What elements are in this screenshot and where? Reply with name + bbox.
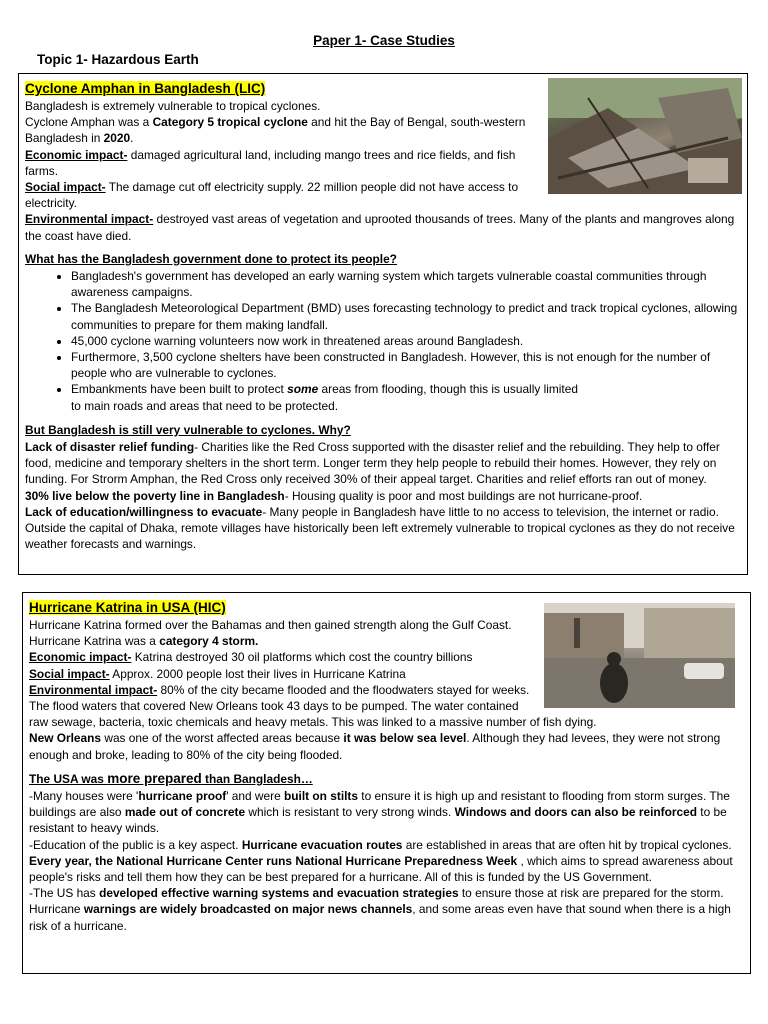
topic-heading: Topic 1- Hazardous Earth: [37, 52, 199, 67]
list-item: • The Bangladesh Meteorological Department (BMD) uses forecasting technology to predict and track tropical cyclones, allowing communities to prepare for them making landfall.: [71, 300, 741, 332]
amphan-government-question: What has the Bangladesh government done to protect its people?: [25, 251, 397, 266]
amphan-vulnerability-question: But Bangladesh is still very vulnerable to cyclones. Why?: [25, 422, 351, 437]
list-item: • Embankments have been built to protect some areas from flooding, though this is usually limited to main roads and areas that need to be protected.: [71, 381, 741, 413]
reason-poverty: 30% live below the poverty line in Bangladesh- Housing quality is poor and most buildings are not hurricane-proof.: [25, 488, 643, 503]
reason-education: Lack of education/willingness to evacuate- Many people in Bangladesh have little to no access to television, the internet or radio. Outside the capital of Dhaka, remote villages have historically been left extremely vulnerable to tropical cyclones as they do not receive weather forecasts and warnings.: [25, 504, 735, 552]
amphan-intro: Bangladesh is extremely vulnerable to tropical cyclones.: [25, 99, 321, 113]
amphan-environmental-impact: Environmental impact- destroyed vast areas of vegetation and uprooted thousands of trees. Many of the plants and mangroves along the coast have died.: [25, 212, 735, 243]
prep-housing: -Many houses were 'hurricane proof' and were built on stilts to ensure it is high up and resistant to flooding from storm surges. The buildings are also made out of concrete which is resistant to very strong winds. Windows and doors can also be reinforced to be resistant to heavy winds.: [29, 789, 730, 836]
reason-funding: Lack of disaster relief funding- Charities like the Red Cross supported with the disaster relief and the rebuilding. They help to offer food, medicine and temporary shelters in the short term. Longer term they help people to rebuild their homes. However, they rely on funding. For Strorm Amphan, the Red Cross only received 30% of their appeal target. Charities and relief efforts ran out of money.: [25, 440, 720, 487]
amphan-category-text: Cyclone Amphan was a Category 5 tropical cyclone and hit the Bay of Bengal, south-western Bangladesh in 2020.: [25, 115, 526, 146]
usa-prepared-heading: The USA was more prepared than Bangladesh…: [29, 770, 313, 786]
katrina-environmental-impact: Environmental impact- 80% of the city became flooded and the floodwaters stayed for weeks. The flood waters that covered New Orleans took 43 days to be pumped. The water contained raw sewage, bacteria, toxic chemicals and heavy metals. This was linked to a massive number of fish dying.: [29, 682, 597, 730]
amphan-heading: Cyclone Amphan in Bangladesh (LIC): [25, 81, 266, 96]
amphan-case-study-box: [18, 73, 748, 575]
list-item: • 45,000 cyclone warning volunteers now work in threatened areas around Bangladesh.: [71, 333, 741, 349]
katrina-case-study-box: [22, 592, 751, 974]
amphan-economic-impact: Economic impact- damaged agricultural land, including mango trees and rice fields, and fish farms.: [25, 147, 516, 178]
new-orleans-text: New Orleans was one of the worst affected areas because it was below sea level. Although they had levees, they were not strong enough and broke, leading to 80% of the city being flooded.: [29, 731, 721, 762]
amphan-social-impact: Social impact- The damage cut off electricity supply. 22 million people did not have access to electricity.: [25, 180, 519, 211]
katrina-economic-impact: Economic impact- Katrina destroyed 30 oil platforms which cost the country billions: [29, 650, 473, 665]
page-title: Paper 1- Case Studies: [313, 33, 455, 48]
government-measures-list: [25, 268, 741, 414]
list-item: • Bangladesh's government has developed an early warning system which targets vulnerable coastal communities through awareness campaigns.: [71, 268, 741, 300]
katrina-social-impact: Social impact- Approx. 2000 people lost their lives in Hurricane Katrina: [29, 666, 406, 681]
prep-warning-systems: -The US has developed effective warning systems and evacuation strategies to ensure those at risk are prepared for the storm. Hurricane warnings are widely broadcasted on major news channels, and some areas even have that sound when there is a high risk of a hurricane.: [29, 886, 731, 933]
prep-education: -Education of the public is a key aspect. Hurricane evacuation routes are established in areas that are often hit by tropical cyclones. Every year, the National Hurricane Center runs National Hurricane Preparedness Week , which aims to spread awareness about people's risks and tell them how they can be best prepared for a hurricane. All of this is funded by the US Government.: [29, 837, 733, 885]
katrina-heading: Hurricane Katrina in USA (HIC): [29, 600, 226, 615]
storm-damage-image: [548, 78, 742, 194]
katrina-intro: Hurricane Katrina formed over the Bahamas and then gained strength along the Gulf Coast. Hurricane Katrina was a category 4 storm.: [29, 618, 512, 649]
flood-image: [544, 603, 735, 708]
flooded-street-photo: [544, 603, 735, 708]
storm-damage-photo: [548, 78, 742, 194]
list-item: • Furthermore, 3,500 cyclone shelters have been constructed in Bangladesh. However, this is not enough for the number of people who are vulnerable to cyclones.: [71, 349, 741, 381]
